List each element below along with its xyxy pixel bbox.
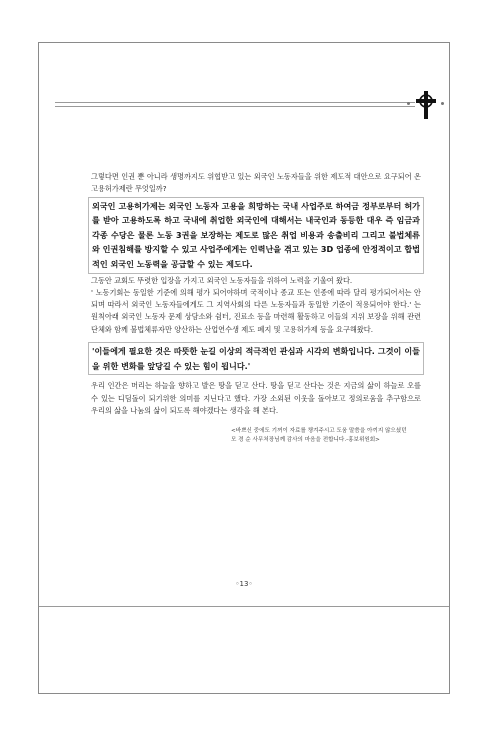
note-line: <바쁘신 중에도 기꺼이 자료를 챙겨주시고 도움 말씀을 아끼지 않으셨던: [231, 428, 407, 435]
rule-dot: [441, 102, 444, 105]
article-body: [91, 171, 421, 445]
paragraph-principle: ' 노동기회는 동일한 기준에 의해 평가 되어야하며 국적이나 종교 또는 인종에 따라 달리 평가되어서는 안되며 따라서 외국인 노동자들에게도 그 지역사회의 다른 노동자들과 동일한 기준이 적용되어야 한다.' 는 원칙아래 외국인 노동자 문제 상담소와 쉼터, 진료소 등을 마련해 활동하고 이들의 지위 보장을 위해 관련 단체와 함께 불법체류자만 양산하는 산업연수생 제도 폐지 및 고용허가제 등을 요구해왔다.: [91, 287, 421, 334]
paragraph-church-effort: 그동안 교회도 뚜렷한 입장을 가지고 외국인 노동자들을 위하여 노력을 기울여 왔다.: [91, 275, 353, 285]
page-frame: [38, 42, 450, 694]
footer-rule: [39, 606, 449, 607]
rule-dot: [407, 102, 410, 105]
paragraph-reflection: 우리 인간은 머리는 하늘을 향하고 발은 땅을 딛고 산다. 땅을 딛고 산다는 것은 지금의 삶이 하늘로 오를 수 있는 디딤돌이 되기위한 의미를 지닌다고 했다. 가장 소외된 이웃을 돌아보고 정의로움을 추구함으로 우리의 삶을 나눔의 삶이 되도록 해야겠다는 생각을 해 본다.: [91, 381, 421, 415]
note-line: 모 경 순 사무처장님께 감사의 마음을 전합니다.-홍보위원회>: [231, 437, 380, 444]
header-rule: [55, 102, 415, 107]
paragraph-intro: 그렇다면 인권 뿐 아니라 생명까지도 위협받고 있는 외국인 노동자들을 위한 제도적 대안으로 요구되어 온 고용허가제란 무엇일까?: [91, 172, 421, 194]
cross-icon: [413, 90, 439, 120]
highlight-quote: '이들에게 필요한 것은 따뜻한 눈길 이상의 적극적인 관심과 시각의 변화입니다. 그것이 이들을 위한 변화를 앞당길 수 있는 힘이 됩니다.': [88, 342, 424, 375]
acknowledgement-note: [91, 427, 421, 445]
highlight-definition: 외국인 고용허가제는 외국인 노동자 고용을 희망하는 국내 사업주로 하여금 정부로부터 허가를 받아 고용하도록 하고 국내에 취업한 외국인에 대해서는 내국인과 동등한 대우 즉 임금과 각종 수당은 물론 노동 3권을 보장하는 제도로 많은 취업 비용과 송출비리 그리고 불법체류와 인권침해를 방지할 수 있고 사업주에게는 인력난을 겪고 있는 3D 업종에 안정적이고 합법적인 외국인 노동력을 공급할 수 있는 제도다.: [88, 197, 424, 274]
page-number: ◦13◦: [235, 580, 253, 588]
